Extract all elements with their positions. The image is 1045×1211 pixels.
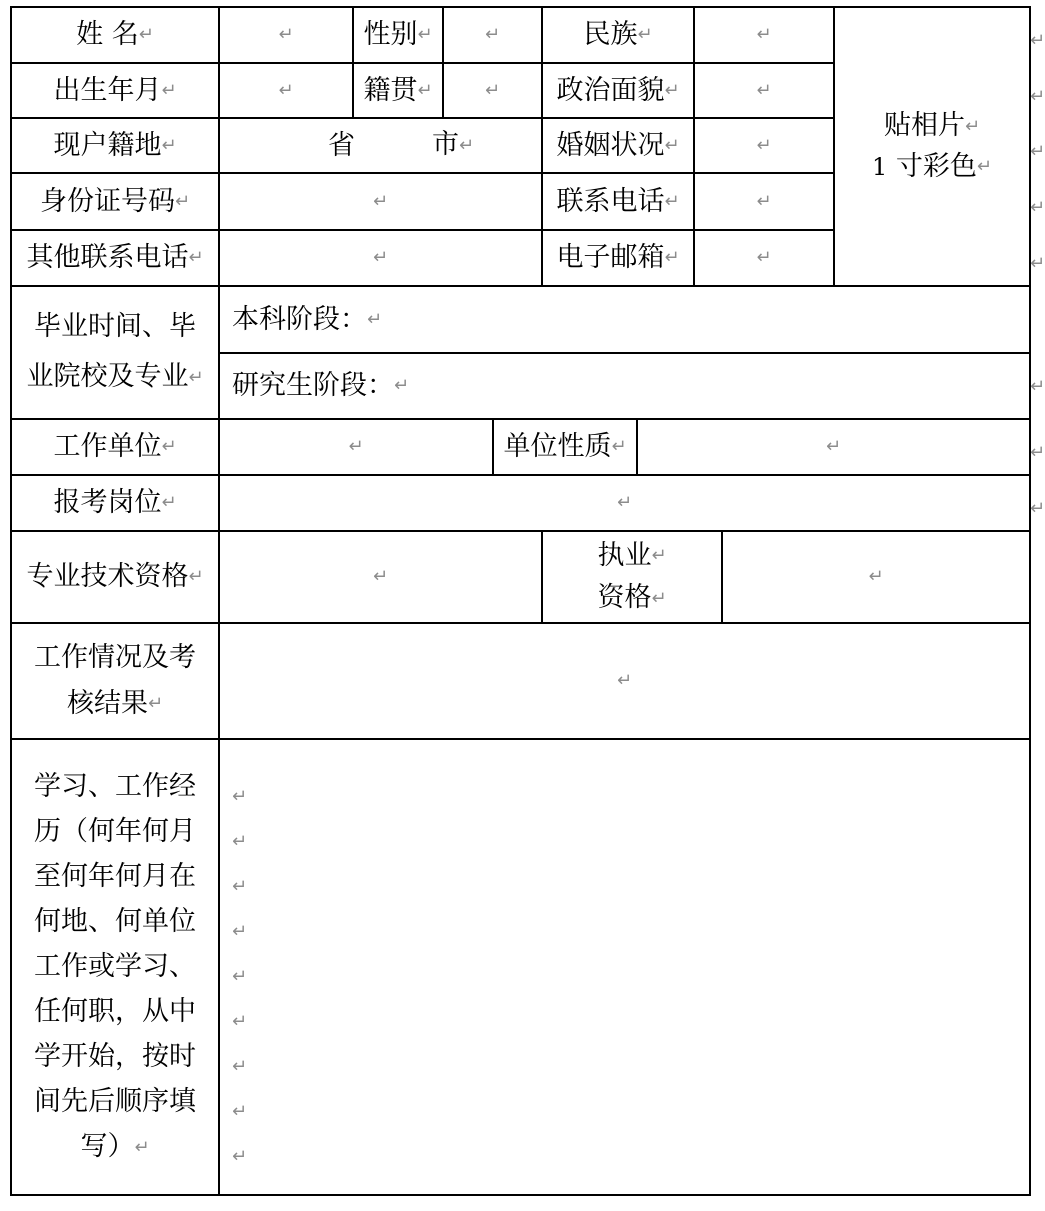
performance-label: 工作情况及考 核结果 ↵ xyxy=(12,624,218,738)
row-end-mark-icon: ↵ xyxy=(1030,197,1045,218)
return-mark-icon xyxy=(188,554,203,600)
phone-label: 联系电话 ↵ xyxy=(543,174,693,229)
practice-qualification-value-cell[interactable] xyxy=(723,532,1029,622)
return-mark-icon xyxy=(232,864,247,909)
return-mark-icon xyxy=(232,909,247,954)
id-value-cell[interactable] xyxy=(220,174,541,229)
position-value-cell[interactable] xyxy=(220,476,1029,530)
return-mark-icon xyxy=(148,693,163,714)
email-label: 电子邮箱 ↵ xyxy=(543,231,693,285)
photo-placeholder[interactable] xyxy=(835,8,1029,285)
return-mark-icon xyxy=(373,179,388,225)
return-mark-icon xyxy=(348,424,363,470)
practice-qualification-label: 执业 ↵ 资格 ↵ xyxy=(543,532,721,622)
experience-label: 学习、工作经 历（何年何月 至何年何月在 何地、何单位 工作或学习、 任何职，从中 学开始，按时 间先后顺序填 写） ↵ xyxy=(12,740,218,1194)
row-end-mark-icon: ↵ xyxy=(1030,253,1045,274)
gender-label: 性别 ↵ xyxy=(354,8,442,62)
birth-value-cell[interactable] xyxy=(220,64,352,117)
native-place-label: 籍贯 ↵ xyxy=(354,64,442,117)
return-mark-icon xyxy=(417,12,432,58)
return-mark-icon xyxy=(664,123,679,169)
row-end-mark-icon: ↵ xyxy=(1030,442,1045,463)
name-value-cell[interactable] xyxy=(220,8,352,62)
return-mark-icon xyxy=(826,424,841,470)
photo-line2: 1 寸彩色 ↵ xyxy=(872,147,992,188)
return-mark-icon xyxy=(664,179,679,225)
return-mark-icon xyxy=(617,658,632,704)
marital-label: 婚姻状况 ↵ xyxy=(543,119,693,172)
row-end-mark-icon: ↵ xyxy=(1030,141,1045,162)
row-end-mark-icon: ↵ xyxy=(1030,376,1045,397)
employer-value-cell[interactable] xyxy=(220,420,492,474)
residence-label: 现户籍地 ↵ xyxy=(12,119,218,172)
email-value-cell[interactable] xyxy=(695,231,833,285)
return-mark-icon xyxy=(756,123,771,169)
other-phone-value-cell[interactable] xyxy=(220,231,541,285)
experience-value-cell[interactable] xyxy=(220,740,1029,1194)
return-mark-icon xyxy=(278,68,293,114)
return-mark-icon xyxy=(139,12,154,58)
tech-qualification-label: 专业技术资格 ↵ xyxy=(12,532,218,622)
employer-label: 工作单位 ↵ xyxy=(12,420,218,474)
name-label: 姓 名 ↵ xyxy=(12,8,218,62)
return-mark-icon xyxy=(188,367,203,388)
return-mark-icon xyxy=(232,819,247,864)
graduate-field[interactable]: 研究生阶段： ↵ xyxy=(220,354,1029,418)
return-mark-icon xyxy=(485,12,500,58)
return-mark-icon xyxy=(459,135,474,156)
return-mark-icon xyxy=(965,116,980,137)
return-mark-icon xyxy=(651,545,666,566)
row-end-mark-icon: ↵ xyxy=(1030,30,1045,51)
return-mark-icon xyxy=(161,480,176,526)
gender-value-cell[interactable] xyxy=(444,8,541,62)
ethnicity-label: 民族 ↵ xyxy=(543,8,693,62)
other-phone-label: 其他联系电话 ↵ xyxy=(12,231,218,285)
return-mark-icon xyxy=(868,554,883,600)
row-end-mark-icon: ↵ xyxy=(1030,86,1045,107)
birth-label: 出生年月 ↵ xyxy=(12,64,218,117)
return-mark-icon xyxy=(637,12,652,58)
return-mark-icon xyxy=(232,1044,247,1089)
city-text: 市 ↵ xyxy=(432,122,474,169)
return-mark-icon xyxy=(367,297,382,343)
nature-value-cell[interactable] xyxy=(638,420,1029,474)
return-mark-icon xyxy=(756,179,771,225)
political-label: 政治面貌 ↵ xyxy=(543,64,693,117)
performance-value-cell[interactable] xyxy=(220,624,1029,738)
return-mark-icon xyxy=(232,954,247,999)
return-mark-icon xyxy=(977,156,992,177)
political-value-cell[interactable] xyxy=(695,64,833,117)
return-mark-icon xyxy=(134,1137,149,1158)
return-mark-icon xyxy=(161,123,176,169)
return-mark-icon xyxy=(161,68,176,114)
return-mark-icon xyxy=(485,68,500,114)
row-end-mark-icon: ↵ xyxy=(1030,498,1045,519)
residence-value-cell[interactable] xyxy=(220,119,541,172)
return-mark-icon xyxy=(188,235,203,281)
return-mark-icon xyxy=(175,179,190,225)
return-mark-icon xyxy=(278,12,293,58)
return-mark-icon xyxy=(651,588,666,609)
return-mark-icon xyxy=(664,235,679,281)
return-mark-icon xyxy=(394,363,409,409)
native-place-value-cell[interactable] xyxy=(444,64,541,117)
return-mark-icon xyxy=(756,68,771,114)
position-label: 报考岗位 ↵ xyxy=(12,476,218,530)
return-mark-icon xyxy=(161,424,176,470)
undergrad-field[interactable]: 本科阶段： ↵ xyxy=(220,287,1029,352)
nature-label: 单位性质 ↵ xyxy=(494,420,636,474)
ethnicity-value-cell[interactable] xyxy=(695,8,833,62)
tech-qualification-value-cell[interactable] xyxy=(220,532,541,622)
return-mark-icon xyxy=(232,774,247,819)
photo-line1: 贴相片 ↵ xyxy=(884,106,980,147)
education-label: 毕业时间、毕 业院校及专业 ↵ xyxy=(12,287,218,418)
return-mark-icon xyxy=(617,480,632,526)
marital-value-cell[interactable] xyxy=(695,119,833,172)
return-mark-icon xyxy=(373,235,388,281)
id-label: 身份证号码 ↵ xyxy=(12,174,218,229)
experience-paragraph-marks xyxy=(232,774,247,1179)
return-mark-icon xyxy=(373,554,388,600)
return-mark-icon xyxy=(664,68,679,114)
return-mark-icon xyxy=(232,1089,247,1134)
return-mark-icon xyxy=(232,999,247,1044)
return-mark-icon xyxy=(232,1134,247,1179)
phone-value-cell[interactable] xyxy=(695,174,833,229)
return-mark-icon xyxy=(417,68,432,114)
province-text: 省 xyxy=(328,129,355,161)
return-mark-icon xyxy=(756,235,771,281)
return-mark-icon xyxy=(611,424,626,470)
return-mark-icon xyxy=(756,12,771,58)
